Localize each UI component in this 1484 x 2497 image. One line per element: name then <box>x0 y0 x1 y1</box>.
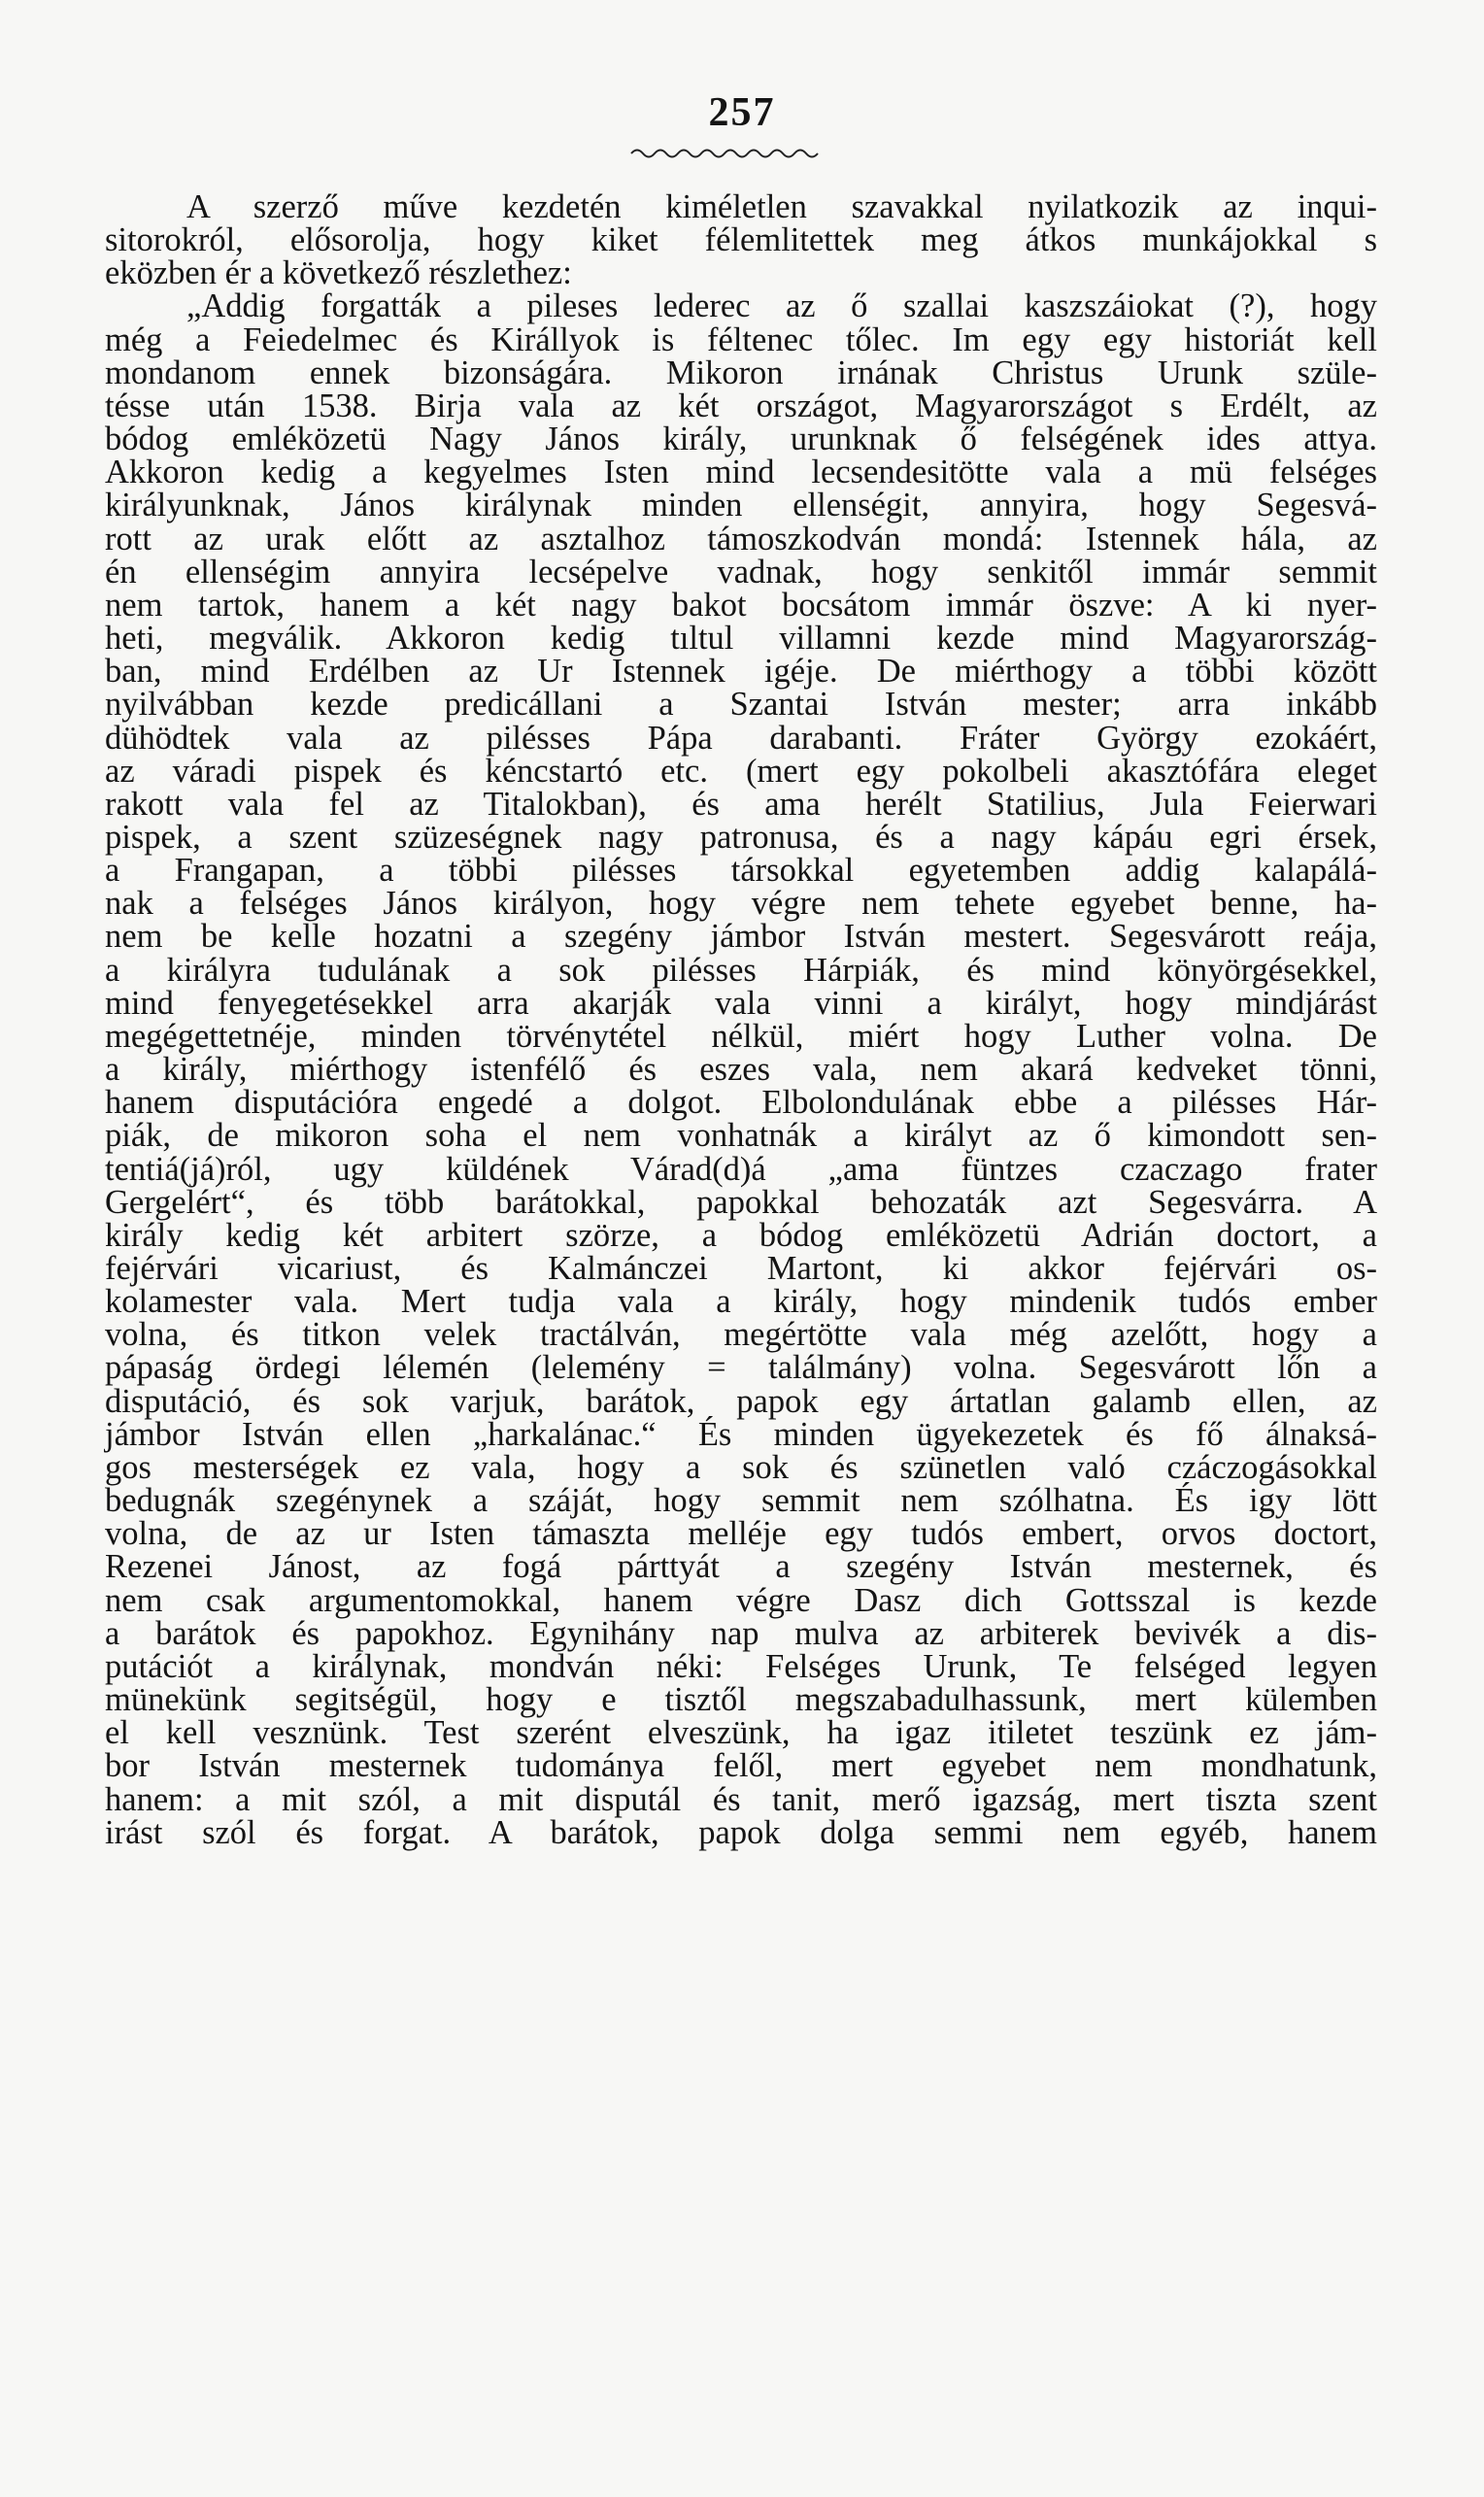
text-line: hanem: a mit szól, a mit disputál és tanit, merő igazság, mert tiszta szent <box>105 1780 1377 1818</box>
text-line: rott az urak előtt az asztalhoz támoszkodván mondá: Istennek hála, az <box>105 520 1377 557</box>
page-number: 257 <box>708 90 776 135</box>
text-line: nak a felséges János királyon, hogy végre nem tehete egyebet benne, ha- <box>105 885 1377 923</box>
text-line: münekünk segitségül, hogy e tisztől megszabadulhassunk, mert külemben <box>105 1681 1377 1719</box>
text-line: még a Feiedelmec és Királlyok is féltenec tőlec. Im egy egy historiát kell <box>105 321 1377 358</box>
text-line: rakott vala fel az Titalokban), és ama herélt Statilius, Jula Feierwari <box>105 785 1377 823</box>
text-line: irást szól és forgat. A barátok, papok dolga semmi nem egyéb, hanem <box>105 1813 1377 1851</box>
text-line: kolamester vala. Mert tudja vala a király, hogy mindenik tudós ember <box>105 1283 1377 1321</box>
text-line: mondanom ennek bizonságára. Mikoron irnának Christus Urunk szüle- <box>105 354 1377 391</box>
text-line: bódog emléközetü Nagy János király, urunknak ő felségének ides attya. <box>105 421 1377 458</box>
text-line: nyilvábban kezde predicállani a Szantai István mester; arra inkább <box>105 686 1377 724</box>
text-line: pispek, a szent szüzeségnek nagy patronusa, és a nagy kápáu egri érsek, <box>105 818 1377 856</box>
text-line: tentiá(já)ról, ugy küldének Várad(d)á „ama füntzes czaczago frater <box>105 1150 1377 1188</box>
text-line: Gergelért“, és több barátokkal, papokkal behozaták azt Segesvárra. A <box>105 1183 1377 1221</box>
text-line: A szerző műve kezdetén kiméletlen szavakkal nyilatkozik az inqui- <box>186 188 1377 225</box>
text-line: heti, megválik. Akkoron kedig tıltul villamni kezde mind Magyarország- <box>105 620 1377 658</box>
text-line: Akkoron kedig a kegyelmes Isten mind lecsendesitötte vala a mü felséges <box>105 454 1377 491</box>
text-line: nem be kelle hozatni a szegény jámbor István mestert. Segesvárott reája, <box>105 918 1377 956</box>
text-line: bor István mesternek tudománya felől, mert egyebet nem mondhatunk, <box>105 1747 1377 1785</box>
text-line: jámbor István ellen „harkalánac.“ És minden ügyekezetek és fő álnaksá- <box>105 1415 1377 1453</box>
text-line: Rezenei Jánost, az fogá párttyát a szegény István mesternek, és <box>105 1548 1377 1586</box>
text-line: hanem disputációra engedé a dolgot. Elbolondulának ebbe a pilésses Hár- <box>105 1084 1377 1122</box>
wavy-rule-ornament <box>629 146 824 161</box>
text-line: a barátok és papokhoz. Egynihány nap mulva az arbiterek bevivék a dis- <box>105 1614 1377 1652</box>
body-text <box>105 190 1377 1849</box>
text-line: király kedig két arbitert szörze, a bódog emléközetü Adrián doctort, a <box>105 1216 1377 1254</box>
text-line: az váradi pispek és kéncstartó etc. (mert egy pokolbeli akasztófára eleget <box>105 752 1377 790</box>
text-line: volna, és titkon velek tractálván, megértötte vala még azelőtt, hogy a <box>105 1316 1377 1354</box>
text-line: dühödtek vala az pilésses Pápa darabanti. Fráter György ezokáért, <box>105 719 1377 757</box>
text-line: királyunknak, János királynak minden ellenségit, annyira, hogy Segesvá- <box>105 487 1377 524</box>
text-line: a Frangapan, a többi pilésses társokkal egyetemben addig kalapálá- <box>105 852 1377 890</box>
text-line: én ellenségim annyira lecsépelve vadnak, hogy senkitől immár semmit <box>105 553 1377 591</box>
paragraph <box>105 287 1377 1851</box>
text-line: nem csak argumentomokkal, hanem végre Dasz dich Gottsszal is kezde <box>105 1581 1377 1619</box>
text-line: a királyra tudulának a sok pilésses Hárpiák, és mind könyörgésekkel, <box>105 951 1377 989</box>
text-line: putációt a királynak, mondván néki: Felséges Urunk, Te felséged legyen <box>105 1647 1377 1685</box>
text-line: nem tartok, hanem a két nagy bakot bocsátom immár öszve: A ki nyer- <box>105 586 1377 624</box>
text-line: piák, de mikoron soha el nem vonhatnák a királyt az ő kimondott sen- <box>105 1117 1377 1155</box>
text-line: megégettetnéje, minden törvénytétel nélkül, miért hogy Luther volna. De <box>105 1017 1377 1055</box>
text-line: pápaság ördegi lélemén (lelemény = találmány) volna. Segesvárott lőn a <box>105 1349 1377 1387</box>
text-line: eközben ér a következő részlethez: <box>105 254 572 292</box>
text-line: el kell vesznünk. Test szerént elveszünk, ha igaz itiletet teszünk ez jám- <box>105 1714 1377 1752</box>
paragraph <box>105 188 1377 292</box>
text-line: ban, mind Erdélben az Ur Istennek igéje. De miérthogy a többi között <box>105 653 1377 691</box>
text-line: a király, miérthogy istenfélő és eszes vala, nem akará kedveket tönni, <box>105 1051 1377 1089</box>
text-line: tésse után 1538. Birja vala az két országot, Magyarországot s Erdélt, az <box>105 387 1377 424</box>
text-line: disputáció, és sok varjuk, barátok, papok egy ártatlan galamb ellen, az <box>105 1382 1377 1420</box>
text-line: sitorokról, elősorolja, hogy kiket félemlitettek meg átkos munkájokkal s <box>105 221 1377 259</box>
text-line: mind fenyegetésekkel arra akarják vala vinni a királyt, hogy mindjárást <box>105 984 1377 1022</box>
text-line: volna, de az ur Isten támaszta melléje egy tudós embert, orvos doctort, <box>105 1515 1377 1553</box>
text-line: „Addig forgatták a pileses lederec az ő szallai kaszszáiokat (?), hogy <box>186 287 1377 325</box>
text-line: gos mesterségek ez vala, hogy a sok és szünetlen való czáczogásokkal <box>105 1448 1377 1486</box>
text-line: fejérvári vicariust, és Kalmánczei Martont, ki akkor fejérvári os- <box>105 1250 1377 1287</box>
text-line: bedugnák szegénynek a száját, hogy semmit nem szólhatna. És igy lött <box>105 1482 1377 1520</box>
